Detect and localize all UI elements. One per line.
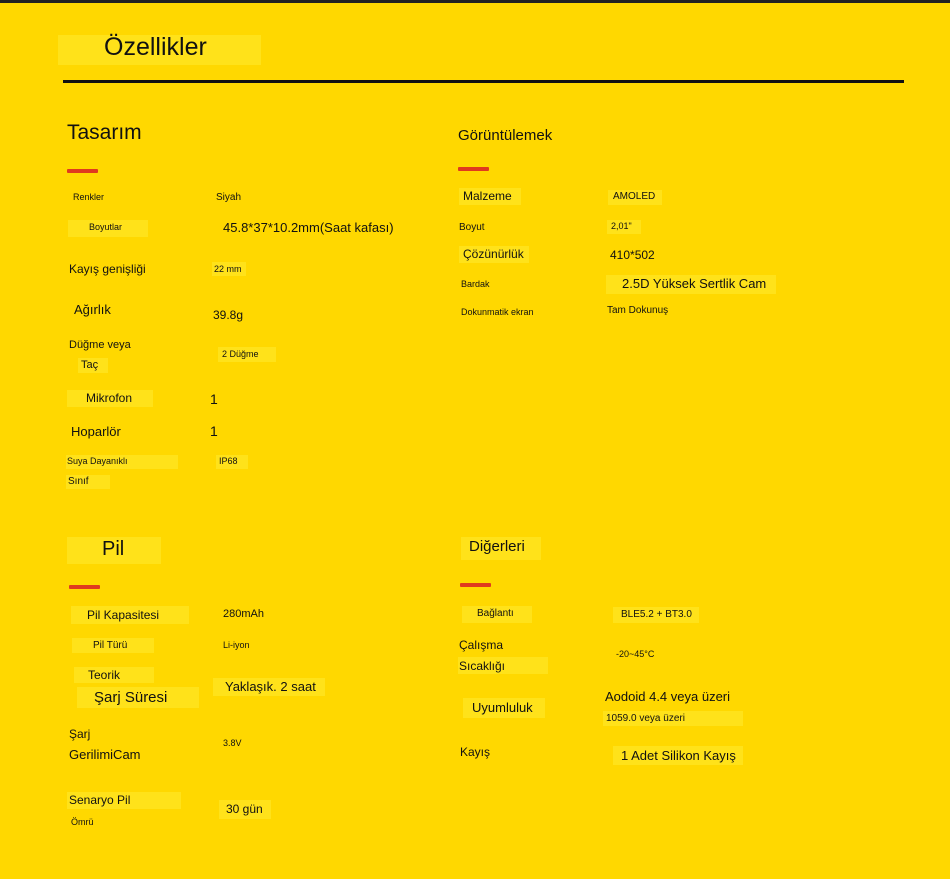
spec-label-pil-kapasitesi: Pil Kapasitesi xyxy=(87,608,160,622)
spec-value-uyumluluk-line2: 1059.0 veya üzeri xyxy=(606,713,685,724)
spec-value-suya: IP68 xyxy=(219,456,238,466)
section-accent-digerleri xyxy=(460,583,491,587)
page-title: Özellikler xyxy=(104,33,207,61)
spec-label-teorik-line1: Teorik xyxy=(88,668,121,682)
spec-label-sarj-gerilimi-line2: GerilimiCam xyxy=(69,747,141,762)
spec-label-senaryo-line1: Senaryo Pil xyxy=(69,793,131,807)
spec-label-kayis-genisligi: Kayış genişliği xyxy=(69,262,146,276)
spec-value-pil-turu: Li-iyon xyxy=(223,640,250,650)
spec-value-dugme: 2 Düğme xyxy=(222,349,259,359)
spec-value-bardak: 2.5D Yüksek Sertlik Cam xyxy=(622,276,767,291)
spec-value-teorik: Yaklaşık. 2 saat xyxy=(225,679,316,694)
top-border xyxy=(0,0,950,3)
spec-value-boyutlar: 45.8*37*10.2mm(Saat kafası) xyxy=(223,220,394,235)
section-title-goruntulemek: Görüntülemek xyxy=(458,127,553,144)
spec-label-mikrofon: Mikrofon xyxy=(86,391,133,405)
spec-value-dokunmatik: Tam Dokunuş xyxy=(607,305,669,316)
spec-label-kayis: Kayış xyxy=(460,745,491,759)
spec-value-agirlik: 39.8g xyxy=(213,308,244,322)
spec-label-senaryo-line2: Ömrü xyxy=(71,817,94,827)
spec-label-cozunurluk: Çözünürlük xyxy=(463,247,524,261)
spec-label-teorik-line2: Şarj Süresi xyxy=(94,689,168,706)
spec-label-uyumluluk: Uyumluluk xyxy=(472,700,533,715)
section-title-digerleri: Diğerleri xyxy=(469,538,525,555)
spec-value-cozunurluk: 410*502 xyxy=(610,248,655,262)
spec-label-bardak: Bardak xyxy=(461,279,490,289)
spec-label-dugme-line2: Taç xyxy=(81,359,99,371)
spec-label-suya-line2: Sınıf xyxy=(68,476,89,487)
spec-label-agirlik: Ağırlık xyxy=(74,302,111,317)
spec-label-calisma-line1: Çalışma xyxy=(459,638,504,652)
title-divider xyxy=(63,80,904,83)
section-title-tasarim: Tasarım xyxy=(67,121,142,144)
spec-value-calisma: -20~45°C xyxy=(616,649,655,659)
spec-value-baglanti: BLE5.2 + BT3.0 xyxy=(621,609,692,620)
spec-value-uyumluluk-line1: Aodoid 4.4 veya üzeri xyxy=(605,689,731,704)
spec-label-renkler: Renkler xyxy=(73,192,105,202)
spec-value-kayis-genisligi: 22 mm xyxy=(214,264,242,274)
spec-label-sarj-gerilimi-line1: Şarj xyxy=(69,727,91,741)
spec-label-dugme-line1: Düğme veya xyxy=(69,339,131,351)
spec-value-boyut: 2,01" xyxy=(611,221,632,231)
spec-label-calisma-line2: Sıcaklığı xyxy=(459,659,506,673)
spec-value-kayis: 1 Adet Silikon Kayış xyxy=(621,748,736,763)
spec-label-boyut: Boyut xyxy=(459,222,485,233)
section-accent-tasarim xyxy=(67,169,98,173)
spec-label-pil-turu: Pil Türü xyxy=(93,640,128,651)
spec-value-pil-kapasitesi: 280mAh xyxy=(223,608,264,620)
spec-label-boyutlar: Boyutlar xyxy=(89,222,123,232)
spec-value-mikrofon: 1 xyxy=(210,391,218,407)
spec-label-suya-line1: Suya Dayanıklı xyxy=(67,456,128,466)
spec-label-hoparlor: Hoparlör xyxy=(71,424,121,439)
spec-value-senaryo: 30 gün xyxy=(226,802,263,816)
spec-value-hoparlor: 1 xyxy=(210,423,218,439)
spec-value-malzeme: AMOLED xyxy=(613,191,656,202)
spec-label-malzeme: Malzeme xyxy=(463,189,512,203)
spec-label-baglanti: Bağlantı xyxy=(477,608,514,619)
spec-value-sarj-gerilimi: 3.8V xyxy=(223,738,242,748)
section-accent-pil xyxy=(69,585,100,589)
section-title-pil: Pil xyxy=(102,538,125,560)
spec-label-dokunmatik: Dokunmatik ekran xyxy=(461,307,534,317)
spec-value-renkler: Siyah xyxy=(216,192,242,203)
section-accent-goruntulemek xyxy=(458,167,489,171)
